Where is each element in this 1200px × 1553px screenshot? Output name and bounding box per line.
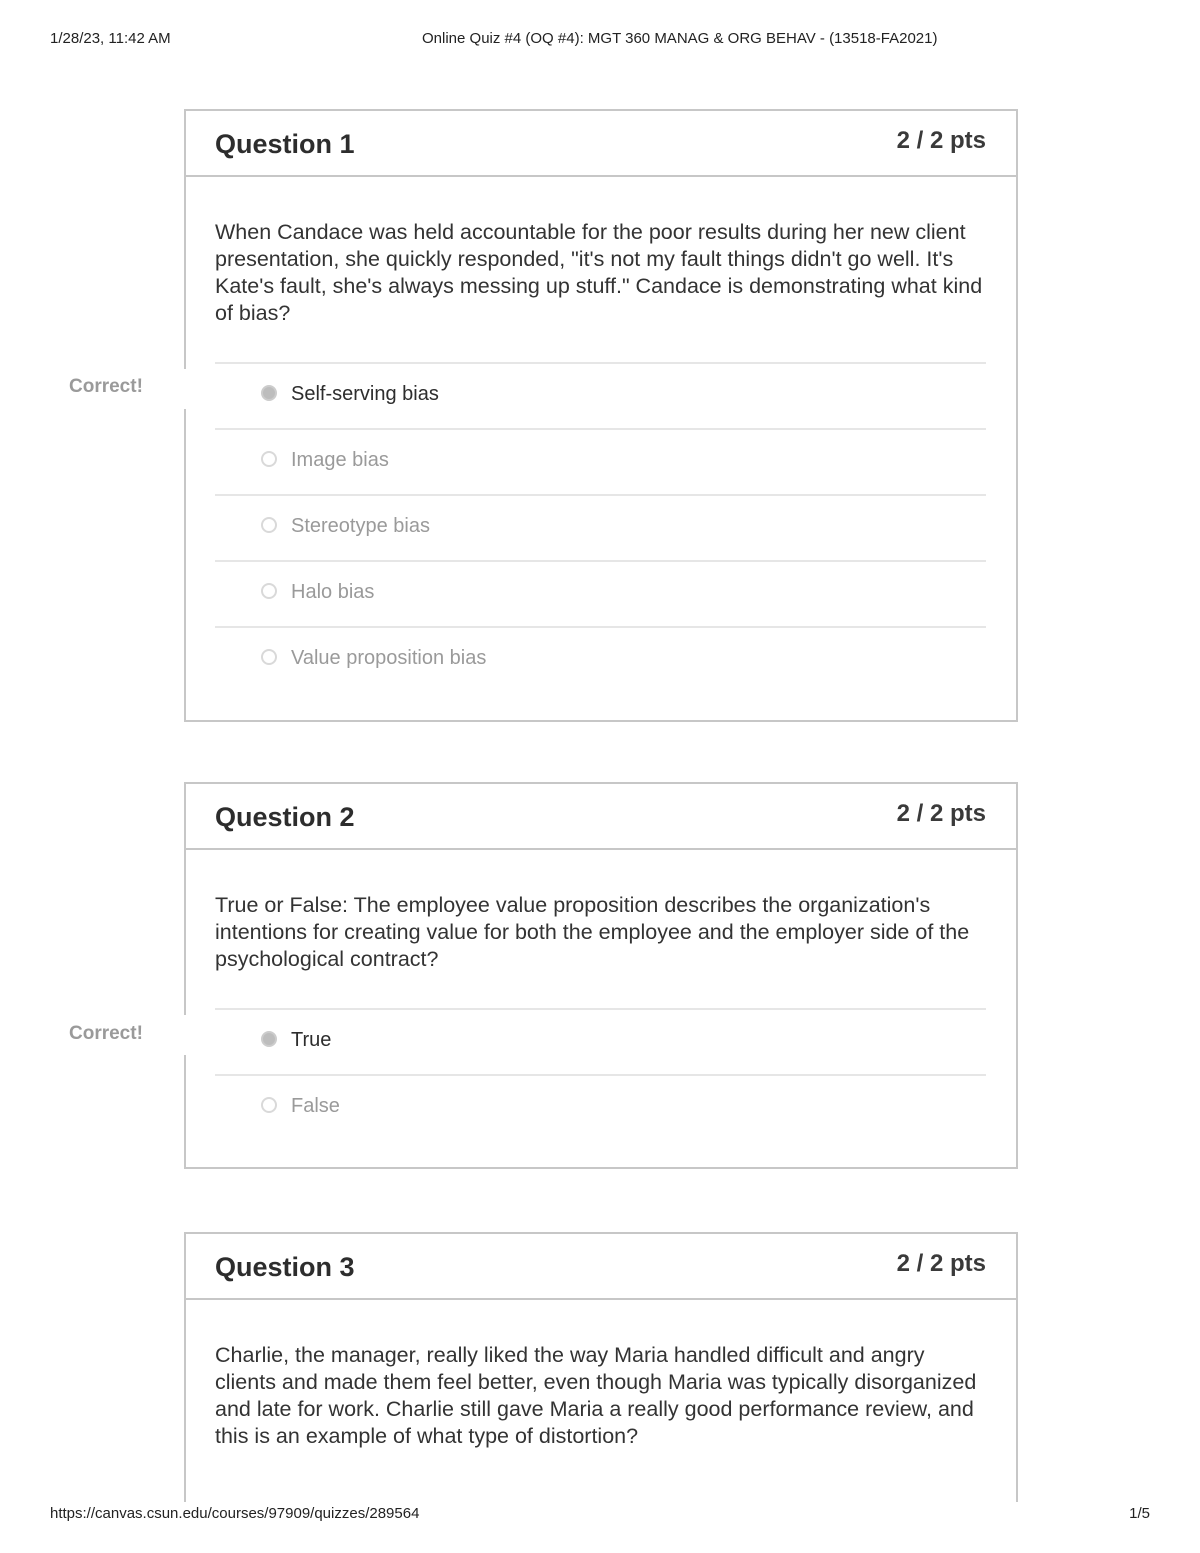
answer-label: True <box>291 1029 332 1051</box>
answer-list <box>215 362 986 692</box>
question-title: Question 1 <box>215 129 355 159</box>
radio-icon[interactable] <box>261 1097 277 1113</box>
answer-label: Self-serving bias <box>291 383 439 405</box>
print-footer <box>50 1505 1150 1525</box>
answer-option[interactable] <box>215 1076 986 1140</box>
question-body <box>186 850 1016 1140</box>
print-url: https://canvas.csun.edu/courses/97909/quizzes/289564 <box>50 1505 420 1522</box>
question-points: 2 / 2 pts <box>896 1250 986 1277</box>
answer-label: Image bias <box>291 449 389 471</box>
answer-option[interactable] <box>215 430 986 496</box>
question-card-1 <box>184 109 1018 722</box>
question-points: 2 / 2 pts <box>896 800 986 827</box>
answer-list <box>215 1008 986 1140</box>
radio-selected-icon[interactable] <box>261 385 277 401</box>
question-header <box>186 784 1016 850</box>
border-gap <box>180 1015 190 1055</box>
question-header <box>186 111 1016 177</box>
question-body <box>186 1300 1016 1450</box>
question-card-2 <box>184 782 1018 1169</box>
question-body <box>186 177 1016 692</box>
question-points: 2 / 2 pts <box>896 127 986 154</box>
question-text: When Candace was held accountable for the poor results during her new client presentation, she quickly responded, "it's not my fault things didn't go well. It's Kate's fault, she's always messing up stuff." Candace is demonstrating what kind of bias? <box>215 220 983 325</box>
radio-icon[interactable] <box>261 583 277 599</box>
radio-selected-icon[interactable] <box>261 1031 277 1047</box>
question-text: Charlie, the manager, really liked the way Maria handled difficult and angry clients and made them feel better, even though Maria was typically disorganized and late for work. Charlie still gave Maria a really good performance review, and this is an example of what type of distortion? <box>215 1343 977 1448</box>
answer-option[interactable] <box>215 364 986 430</box>
radio-icon[interactable] <box>261 451 277 467</box>
question-title: Question 3 <box>215 1252 355 1282</box>
correct-answer-tag: Correct! <box>69 1023 143 1044</box>
correct-answer-tag: Correct! <box>69 376 143 397</box>
question-header <box>186 1234 1016 1300</box>
answer-label: False <box>291 1095 340 1117</box>
answer-label: Stereotype bias <box>291 515 430 537</box>
answer-option[interactable] <box>215 496 986 562</box>
question-text: True or False: The employee value proposition describes the organization's intentions for creating value for both the employee and the employer side of the psychological contract? <box>215 893 970 971</box>
answer-label: Halo bias <box>291 581 375 603</box>
question-card-3 <box>184 1232 1018 1502</box>
question-title: Question 2 <box>215 802 355 832</box>
print-datetime: 1/28/23, 11:42 AM <box>50 30 171 47</box>
answer-option[interactable] <box>215 628 986 692</box>
print-page-title: Online Quiz #4 (OQ #4): MGT 360 MANAG & ORG BEHAV - (13518-FA2021) <box>422 30 938 47</box>
radio-icon[interactable] <box>261 517 277 533</box>
page-number: 1/5 <box>1129 1505 1150 1522</box>
radio-icon[interactable] <box>261 649 277 665</box>
answer-option[interactable] <box>215 1010 986 1076</box>
print-header <box>50 30 1150 50</box>
border-gap <box>180 369 190 409</box>
answer-label: Value proposition bias <box>291 647 487 669</box>
answer-option[interactable] <box>215 562 986 628</box>
